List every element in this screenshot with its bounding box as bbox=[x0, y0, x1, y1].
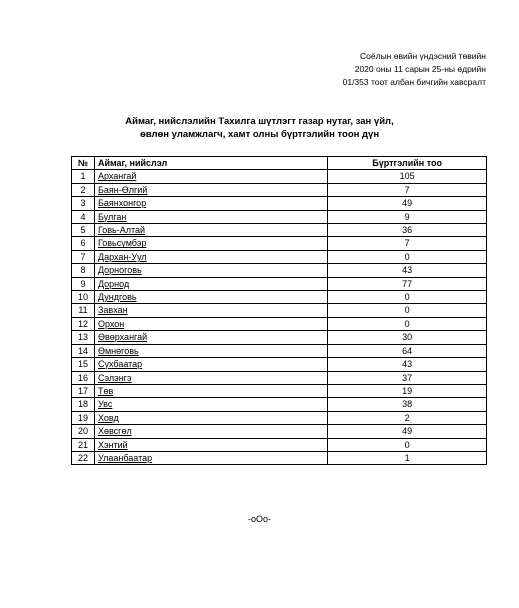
row-count: 0 bbox=[328, 317, 487, 330]
row-number: 5 bbox=[72, 224, 95, 237]
footer-mark: -oOo- bbox=[247, 514, 271, 524]
row-count: 43 bbox=[328, 264, 487, 277]
table-row bbox=[72, 264, 487, 277]
header-line-1: Соёлын өвийн үндэсний төвийн bbox=[360, 51, 486, 61]
row-aimag-name: Дундговь bbox=[97, 292, 137, 303]
row-number: 9 bbox=[72, 277, 95, 290]
row-number: 17 bbox=[72, 384, 95, 397]
row-aimag-name-cell bbox=[94, 331, 327, 344]
table-row bbox=[72, 304, 487, 317]
table-row bbox=[72, 451, 487, 464]
table-body bbox=[72, 170, 487, 465]
row-aimag-name-cell bbox=[94, 277, 327, 290]
title-line-1: Аймаг, нийслэлийн Тахилга шүтлэгт газар нутаг, зан үйл, bbox=[125, 116, 394, 127]
row-aimag-name: Говьсүмбэр bbox=[97, 238, 147, 249]
row-number: 10 bbox=[72, 291, 95, 304]
row-aimag-name: Сэлэнгэ bbox=[97, 372, 132, 383]
table-row bbox=[72, 411, 487, 424]
table-row bbox=[72, 331, 487, 344]
row-aimag-name: Завхан bbox=[97, 305, 128, 316]
row-aimag-name-cell bbox=[94, 425, 327, 438]
table-row bbox=[72, 371, 487, 384]
row-aimag-name: Улаанбаатар bbox=[97, 452, 153, 463]
row-aimag-name-cell bbox=[94, 317, 327, 330]
row-count: 38 bbox=[328, 398, 487, 411]
row-number: 6 bbox=[72, 237, 95, 250]
row-aimag-name: Баянхонгор bbox=[97, 198, 147, 209]
row-count: 105 bbox=[328, 170, 487, 183]
table-row bbox=[72, 438, 487, 451]
table-row bbox=[72, 291, 487, 304]
row-count: 49 bbox=[328, 197, 487, 210]
row-aimag-name: Орхон bbox=[97, 318, 125, 329]
row-aimag-name: Говь-Алтай bbox=[97, 225, 146, 236]
row-aimag-name-cell bbox=[94, 237, 327, 250]
row-aimag-name-cell bbox=[94, 224, 327, 237]
row-number: 4 bbox=[72, 210, 95, 223]
row-count: 36 bbox=[328, 224, 487, 237]
row-number: 11 bbox=[72, 304, 95, 317]
row-number: 3 bbox=[72, 197, 95, 210]
table-header-row bbox=[72, 157, 487, 170]
header-name: Аймаг, нийслэл bbox=[94, 157, 327, 170]
row-aimag-name-cell bbox=[94, 170, 327, 183]
row-aimag-name-cell bbox=[94, 411, 327, 424]
row-number: 1 bbox=[72, 170, 95, 183]
row-aimag-name-cell bbox=[94, 398, 327, 411]
row-number: 13 bbox=[72, 331, 95, 344]
row-aimag-name: Сүхбаатар bbox=[97, 359, 143, 370]
row-aimag-name-cell bbox=[94, 371, 327, 384]
row-aimag-name-cell bbox=[94, 183, 327, 196]
row-count: 2 bbox=[328, 411, 487, 424]
document-title bbox=[0, 116, 519, 141]
row-aimag-name-cell bbox=[94, 358, 327, 371]
table-row bbox=[72, 170, 487, 183]
row-count: 7 bbox=[328, 237, 487, 250]
row-aimag-name-cell bbox=[94, 210, 327, 223]
table-row bbox=[72, 384, 487, 397]
row-count: 64 bbox=[328, 344, 487, 357]
row-aimag-name: Булган bbox=[97, 211, 127, 222]
row-count: 77 bbox=[328, 277, 487, 290]
row-aimag-name: Төв bbox=[97, 385, 114, 396]
row-aimag-name: Баян-Өлгий bbox=[97, 184, 148, 195]
row-aimag-name-cell bbox=[94, 384, 327, 397]
row-number: 14 bbox=[72, 344, 95, 357]
row-count: 1 bbox=[328, 451, 487, 464]
row-aimag-name-cell bbox=[94, 438, 327, 451]
document-header bbox=[343, 50, 486, 89]
table-row bbox=[72, 425, 487, 438]
row-number: 21 bbox=[72, 438, 95, 451]
row-number: 18 bbox=[72, 398, 95, 411]
row-count: 0 bbox=[328, 250, 487, 263]
row-number: 19 bbox=[72, 411, 95, 424]
row-aimag-name-cell bbox=[94, 304, 327, 317]
table-row bbox=[72, 250, 487, 263]
row-number: 8 bbox=[72, 264, 95, 277]
table-row bbox=[72, 358, 487, 371]
row-aimag-name-cell bbox=[94, 264, 327, 277]
header-count: Бүртгэлийн тоо bbox=[328, 157, 487, 170]
row-aimag-name: Хөвсгөл bbox=[97, 426, 132, 437]
header-line-3: 01/353 тоот албан бичгийн хавсралт bbox=[342, 77, 486, 87]
title-line-2: өвлөн уламжлагч, хамт олны бүртгэлийн тоон дүн bbox=[139, 128, 380, 140]
row-count: 0 bbox=[328, 438, 487, 451]
row-aimag-name-cell bbox=[94, 344, 327, 357]
row-count: 19 bbox=[328, 384, 487, 397]
table-row bbox=[72, 277, 487, 290]
row-count: 37 bbox=[328, 371, 487, 384]
row-aimag-name-cell bbox=[94, 250, 327, 263]
row-aimag-name-cell bbox=[94, 451, 327, 464]
row-count: 9 bbox=[328, 210, 487, 223]
row-aimag-name: Архангай bbox=[97, 171, 137, 182]
row-aimag-name: Дорнод bbox=[97, 278, 130, 289]
table-row bbox=[72, 210, 487, 223]
table-row bbox=[72, 398, 487, 411]
table-row bbox=[72, 197, 487, 210]
row-count: 0 bbox=[328, 291, 487, 304]
row-number: 22 bbox=[72, 451, 95, 464]
row-aimag-name: Өвөрхангай bbox=[97, 332, 148, 343]
row-aimag-name-cell bbox=[94, 197, 327, 210]
row-aimag-name: Өмнөговь bbox=[97, 345, 139, 356]
table-row bbox=[72, 237, 487, 250]
row-aimag-name-cell bbox=[94, 291, 327, 304]
row-aimag-name: Увс bbox=[97, 399, 113, 410]
registration-table bbox=[71, 156, 487, 465]
row-aimag-name: Хэнтий bbox=[97, 439, 128, 450]
header-line-2: 2020 оны 11 сарын 25-ны өдрийн bbox=[354, 64, 486, 74]
row-aimag-name: Дорноговь bbox=[97, 265, 142, 276]
row-count: 43 bbox=[328, 358, 487, 371]
row-number: 20 bbox=[72, 425, 95, 438]
row-aimag-name: Дархан-Уул bbox=[97, 251, 147, 262]
header-no: № bbox=[72, 157, 95, 170]
table-row bbox=[72, 224, 487, 237]
row-aimag-name: Ховд bbox=[97, 412, 119, 423]
row-count: 49 bbox=[328, 425, 487, 438]
row-count: 7 bbox=[328, 183, 487, 196]
row-number: 2 bbox=[72, 183, 95, 196]
row-number: 7 bbox=[72, 250, 95, 263]
row-number: 15 bbox=[72, 358, 95, 371]
row-count: 30 bbox=[328, 331, 487, 344]
table-row bbox=[72, 344, 487, 357]
row-number: 16 bbox=[72, 371, 95, 384]
row-number: 12 bbox=[72, 317, 95, 330]
row-count: 0 bbox=[328, 304, 487, 317]
table-row bbox=[72, 317, 487, 330]
table-row bbox=[72, 183, 487, 196]
